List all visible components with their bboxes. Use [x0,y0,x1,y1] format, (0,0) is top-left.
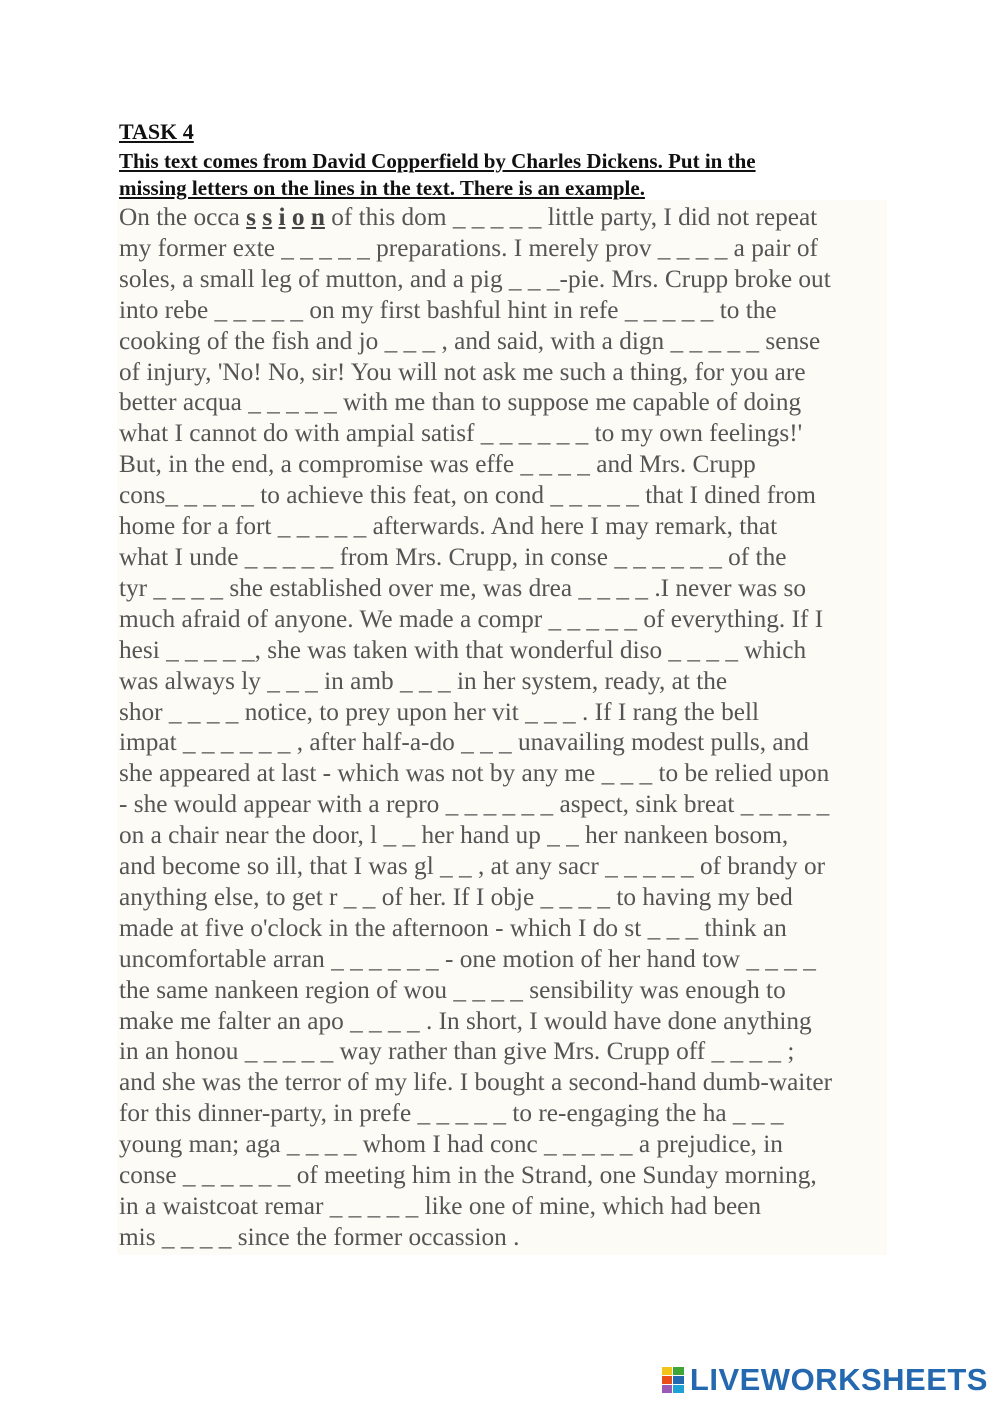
passage-line: better acqua _ _ _ _ _ with me than to suppose me capable of doing [119,388,802,417]
passage-line: she appeared at last - which was not by any me _ _ _ to be relied upon [119,759,830,788]
logo-block [662,1367,673,1375]
passage-line: anything else, to get r _ _ of her. If I obje _ _ _ _ to having my bed [119,882,793,911]
liveworksheets-logo [662,1362,988,1398]
task-title: TASK 4 [119,119,194,144]
passage-line: impat _ _ _ _ _ _ , after half-a-do _ _ _ unavailing modest pulls, and [119,728,809,757]
passage-line: home for a fort _ _ _ _ _ afterwards. And here I may remark, that [119,512,778,541]
example-letter: i [278,203,286,231]
passage-line: for this dinner-party, in prefe _ _ _ _ _ to re-engaging the ha _ _ _ [119,1099,784,1128]
passage-line: - she would appear with a repro _ _ _ _ _ _ aspect, sink breat _ _ _ _ _ [119,790,830,819]
passage-line: the same nankeen region of wou _ _ _ _ sensibility was enough to [119,975,786,1004]
passage-line: and become so ill, that I was gl _ _ , at any sacr _ _ _ _ _ of brandy or [119,852,826,881]
instruction-line: missing letters on the lines in the text. There is an example. [119,176,645,200]
passage-line: on a chair near the door, l _ _ her hand up _ _ her nankeen bosom, [119,821,789,850]
passage-line: cons_ _ _ _ _ to achieve this feat, on cond _ _ _ _ _ that I dined from [119,481,816,510]
logo-block [662,1385,673,1393]
example-letter: n [310,203,325,231]
passage-line: was always ly _ _ _ in amb _ _ _ in her system, ready, at the [119,666,728,695]
passage-line: shor _ _ _ _ notice, to prey upon her vit _ _ _ . If I rang the bell [119,697,760,726]
passage-line: what I cannot do with ampial satisf _ _ _ _ _ _ to my own feelings!' [119,419,803,448]
passage-line: my former exte _ _ _ _ _ preparations. I merely prov _ _ _ _ a pair of [119,233,818,262]
passage-line: young man; aga _ _ _ _ whom I had conc _ _ _ _ _ a prejudice, in [119,1130,783,1159]
passage-text-segment: of this dom _ _ _ _ _ little party, I did not repeat [324,203,818,231]
passage-line: uncomfortable arran _ _ _ _ _ _ - one motion of her hand tow _ _ _ _ [119,944,816,973]
logo-block [673,1385,684,1393]
passage-text [117,200,887,1255]
passage-text-segment: On the occa [119,203,247,231]
passage-line: in a waistcoat remar _ _ _ _ _ like one of mine, which had been [119,1192,762,1220]
example-letter: s [246,203,256,231]
passage-line: hesi _ _ _ _ _, she was taken with that wonderful diso _ _ _ _ which [119,635,807,664]
passage-line: in an honou _ _ _ _ _ way rather than give Mrs. Crupp off _ _ _ _ ; [119,1037,795,1066]
example-letter: s [262,203,273,231]
passage-line: But, in the end, a compromise was effe _ _ _ _ and Mrs. Crupp [119,450,756,479]
passage-line: make me falter an apo _ _ _ _ . In short, I would have done anything [119,1006,812,1035]
passage-line: mis _ _ _ _ since the former occassion . [119,1222,520,1251]
logo-block [673,1376,684,1384]
passage-line: soles, a small leg of mutton, and a pig _ _ _-pie. Mrs. Crupp broke out [119,264,831,293]
passage-line: of injury, 'No! No, sir! You will not ask me such a thing, for you are [119,357,806,386]
passage-line: into rebe _ _ _ _ _ on my first bashful hint in refe _ _ _ _ _ to the [119,295,777,324]
passage-line: much afraid of anyone. We made a compr _ _ _ _ _ of everything. If I [119,604,824,633]
passage-line: cooking of the fish and jo _ _ _ , and said, with a dign _ _ _ _ _ sense [119,326,821,355]
logo-text: LIVEWORKSHEETS [689,1362,988,1397]
passage-line-example [119,202,885,233]
instruction-line: This text comes from David Copperfield by Charles Dickens. Put in the [119,149,756,173]
passage-line: made at five o'clock in the afternoon - which I do st _ _ _ think an [119,913,787,942]
liveworksheets-logo-icon [662,1367,684,1393]
logo-block [662,1376,673,1384]
task-instruction [119,148,889,202]
logo-block [673,1367,684,1375]
passage-line: and she was the terror of my life. I bought a second-hand dumb-waiter [119,1068,833,1097]
passage-line: conse _ _ _ _ _ _ of meeting him in the Strand, one Sunday morning, [119,1161,817,1190]
passage-line: what I unde _ _ _ _ _ from Mrs. Crupp, in conse _ _ _ _ _ _ of the [119,542,787,571]
passage-line: tyr _ _ _ _ she established over me, was drea _ _ _ _ .I never was so [119,573,807,602]
example-letter: o [291,203,305,231]
